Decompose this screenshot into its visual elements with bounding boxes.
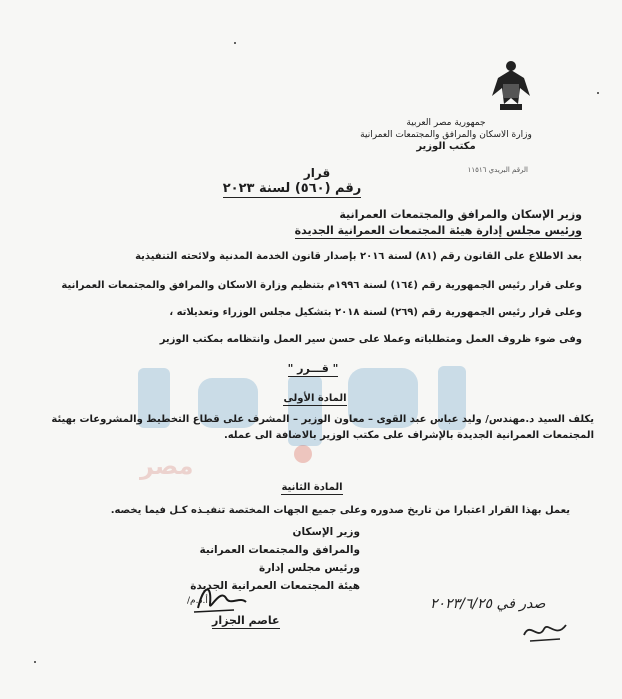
header-office: مكتب الوزير (416, 141, 476, 152)
header-ministry: وزارة الاسكان والمرافق والمجتمعات العمرانية (360, 130, 532, 140)
article-2-title (272, 482, 352, 493)
handwritten-initials (520, 615, 570, 645)
eagle-emblem-icon (488, 58, 534, 114)
article-1-text: يكلف السيد د.مهندس/ وليد عباس عبد القوى – معاون الوزير – المشرف على قطاع التخطيط والمشروعات بهيئة المجتمعات العمرانية الجديدة بالإشراف على مكتب الوزير بالاضافة الى عمله. (51, 414, 594, 441)
resolution-heading (258, 362, 368, 375)
header-country: جمهورية مصر العربية (406, 118, 486, 128)
preamble-item: وفى ضوء ظروف العمل ومتطلباته وعملا على حسن سير العمل وانتظامه بمكتب الوزير (159, 334, 582, 345)
signature-line: ورئيس مجلس إدارة (259, 562, 360, 574)
scan-speck (234, 42, 236, 44)
article-1-title-text: المادة الأولى (283, 393, 347, 404)
minister-name (212, 614, 280, 627)
scan-speck (34, 661, 36, 663)
handwritten-date: صدر في ٢٠٢٣/٦/٢٥ (430, 596, 546, 612)
letterhead (326, 117, 566, 153)
preamble-item: وعلى قرار رئيس الجمهورية رقم (٢٦٩) لسنة ٢٠١٨ بتشكيل مجلس الوزراء وتعديلاته ، (169, 307, 582, 318)
signature-line: هيئة المجتمعات العمرانية الجديدة (190, 580, 360, 592)
decree-title: قرار (303, 166, 331, 180)
article-2-title-text: المادة الثانية (281, 482, 343, 493)
scan-speck (597, 92, 599, 94)
addressee-line-2-text: ورئيس مجلس إدارة هيئة المجتمعات العمرانية الجديدة (294, 224, 582, 237)
preamble-item: وعلى قرار رئيس الجمهورية رقم (١٦٤) لسنة ١٩٩٦م بتنظيم وزارة الاسكان والمرافق والمجتمعات العمرانية (61, 280, 582, 291)
preamble-item: بعد الاطلاع على القانون رقم (٨١) لسنة ٢٠١٦ بإصدار قانون الخدمة المدنية ولائحته التنفيذية (135, 251, 582, 262)
resolution-word: " قـــرر " (287, 362, 339, 375)
decree-number (192, 181, 392, 196)
decree-number-text: رقم (٥٦٠) لسنة ٢٠٢٣ (222, 181, 362, 196)
watermark-subtext: مصر (140, 452, 194, 480)
article-1-title (280, 393, 350, 404)
article-2-text: يعمل بهذا القرار اعتبارا من تاريخ صدوره وعلى جميع الجهات المختصة تنفيـذه كـل فيما يخصه. (110, 505, 570, 516)
addressee-line-1: وزير الإسكان والمرافق والمجتمعات العمرانية (339, 208, 582, 221)
signature-line: وزير الإسكان (292, 526, 360, 538)
minister-name-text: عاصم الجزار (212, 614, 280, 627)
signature-initials: أ.د.م/ (187, 596, 208, 606)
signature-line: والمرافق والمجتمعات العمرانية (199, 544, 360, 556)
addressee-line-2 (295, 224, 582, 237)
postal-code: الرقم البريدي ١١٥١٦ (467, 166, 528, 174)
